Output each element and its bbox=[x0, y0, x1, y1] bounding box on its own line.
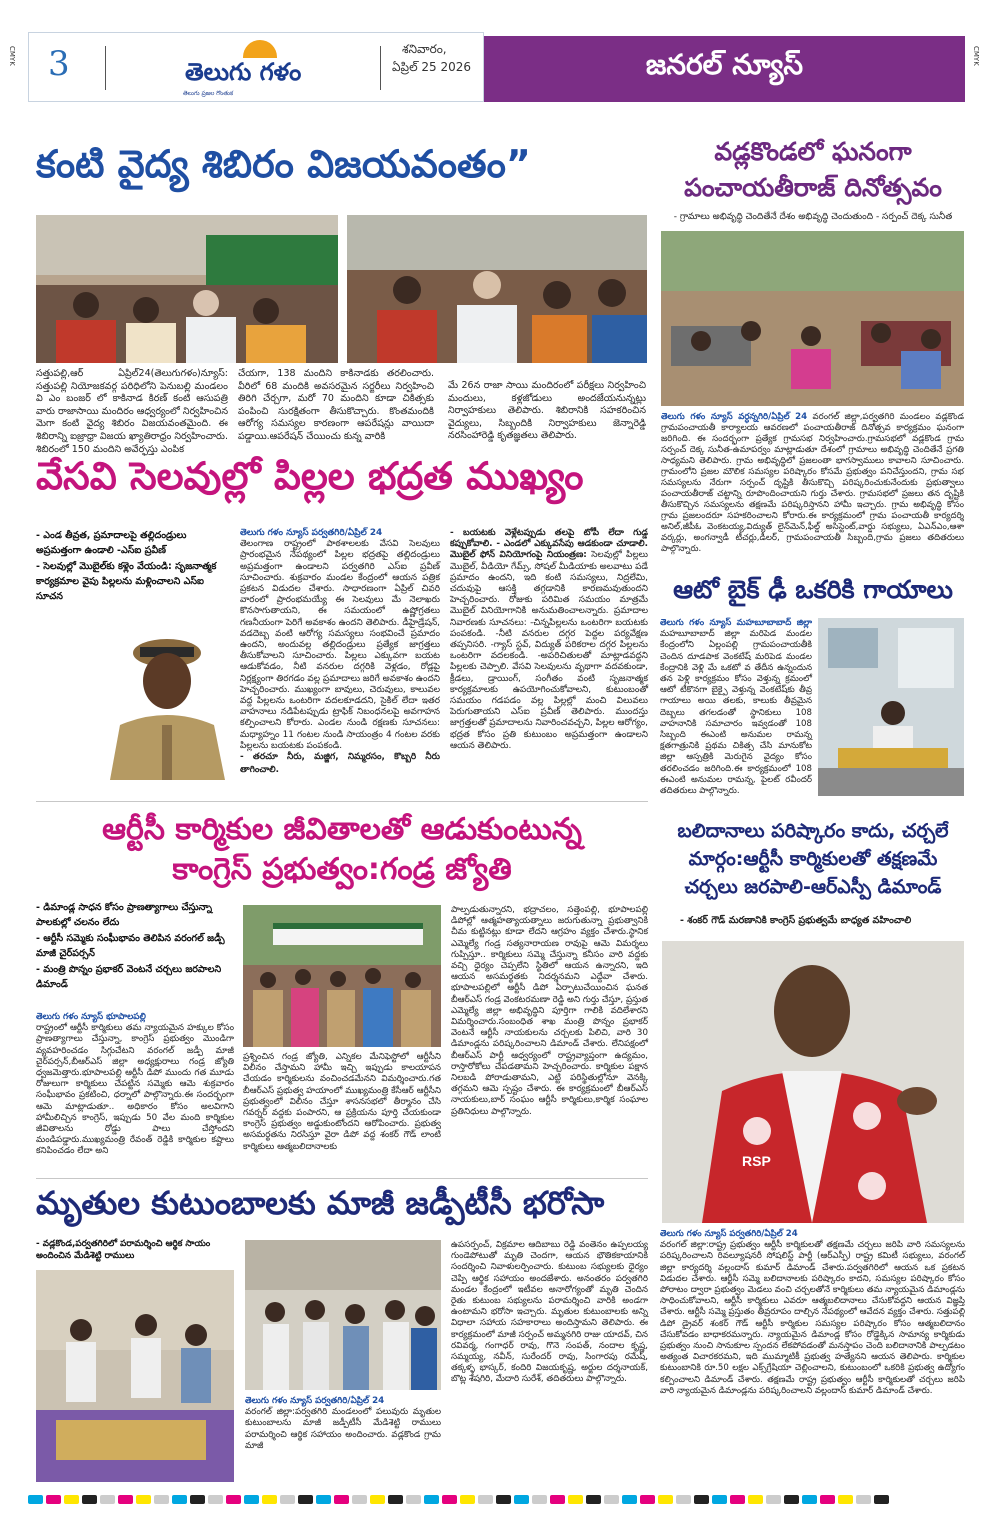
headline-rtc-line2: కాంగ్రెస్ ప్రభుత్వం:గండ్ర జ్యోతి bbox=[172, 852, 512, 887]
masthead-divider bbox=[105, 46, 106, 90]
summer-bullet-1: - ఎండ తీవ్రత, ప్రమాదాలపై తల్లిదండ్రులు అప్రమత్తంగా ఉండాలి -ఎస్ఐ ప్రవీణ్ bbox=[36, 530, 187, 556]
summer-col1-text: తెలంగాణ రాష్ట్రంలో పాఠశాలలకు వేసవి సెలవులు ప్రారంభమైన నేపథ్యంలో పిల్లల భద్రతపై తల్లిదండ్రులు అప్రమత్తంగా ఉండాలని పర్వతగిరి ఎస్ఐ ప్రవీణ్ సూచించారు. శుక్రవారం మండల కేంద్రంలో ఆయన పత్రిక ప్రకటన విడుదల చేశారు. సాధారణంగా ఏప్రిల్ చివరి వారంలో ప్రారంభమయ్యే ఈ సెలవులు మే నెలాఖరు కొనసాగుతాయని, ఈ సమయంలో ఉష్ణోగ్రతలు గణనీయంగా పెరిగే అవకాశం ఉందని తెలిపారు. డీహైడ్రేషన్, వడదెబ్బ వంటి ఆరోగ్య సమస్యలు సంభవించే ప్రమాదం ఉందని, అందువల్ల తల్లిదండ్రులు ప్రత్యేక జాగ్రత్తలు తీసుకోవాలని సూచించారు. పిల్లలు ఎక్కువగా బయట ఆడుకోవడం, నీటి వనరుల దగ్గరికి వెళ్లడం, రోడ్లపై నిర్లక్ష్యంగా తిరగడం వల్ల ప్రమాదాలు జరిగే అవకాశం ఉందని హెచ్చరించారు. ముఖ్యంగా బావులు, చెరువులు, కాలువల వద్ద పిల్లలను ఒంటరిగా వదలకూడదని, సైకిల్ లేదా ఇతర వాహనాలు నడిపేటప్పుడు ట్రాఫిక్ నిబంధనలపై అవగాహన కల్పించాలని కోరారు. ఎండల నుండి రక్షణకు సూచనలు: మధ్యాహ్నం 11 గంటల నుండి సాయంత్రం 4 గంటల వరకు పిల్లలను బయటకు పంపకండి. bbox=[240, 539, 440, 751]
rtc-col2: ప్రశ్నించిన గండ్ర జ్యోతి, ఎన్నికల మేనిఫెస్టోలో ఆర్టీసీని విలీనం చేస్తామని హామీ ఇచ్చి ఇప్పుడు కాలయాపన చేయడం కార్మికులను వంచించడమేనని విమర్శించారు.గత బీఆర్ఎస్ ప్రభుత్వ హయాంలో ముఖ్యమంత్రి కేసీఆర్ ఆర్టీసీని ప్రభుత్వంలో విలీనం చేస్తూ శాసనసభలో తీర్మానం చేసి గవర్నర్ వద్దకు పంపారని, ఆ ప్రక్రియను పూర్తి చేయకుండా కాంగ్రెస్ ప్రభుత్వం అడ్డుకుంటోందని ఆరోపించారు. ప్రభుత్వ అసమర్థతను నిరసిస్తూ వైరా డిపో వద్ద శంకర్ గౌడ్ లాంటి కార్మికులు ఆత్మబలిదానాలకు bbox=[243, 1052, 441, 1152]
issue-day: శనివారం, bbox=[402, 42, 447, 56]
swatch bbox=[856, 1495, 871, 1504]
swatch bbox=[748, 1495, 763, 1504]
zptc-bullet-1: - వడ్లకొండ,పర్వతగిరిలో పరామర్శించి ఆర్థిక సాయం అందించిన మేడిశెట్టి రాములు bbox=[36, 1239, 211, 1261]
photo-ambulance bbox=[818, 618, 964, 796]
rtc-bullets bbox=[36, 900, 234, 993]
summer-col2-text: సెలవుల్లో పిల్లలు మొబైల్, వీడియో గేమ్స్, సోషల్ మీడియాకు అలవాటు పడే ప్రమాదం ఉందని, ఇది కంటి సమస్యలు, నిద్రలేమి, చదువుపై ఆసక్తి తగ్గడానికి కారణమవుతుందని హెచ్చరించారు. రోజుకు పరిమిత సమయం మాత్రమే మొబైల్ వినియోగానికి అనుమతించాలన్నారు. ప్రమాదాల నివారణకు సూచనలు: -చిన్నపిల్లలను ఒంటరిగా బయటకు పంపకండి. -నీటి వనరుల దగ్గర పెద్దల పర్యవేక్షణ తప్పనిసరి. -గ్యాస్ స్టవ్, విద్యుత్ పరికరాల దగ్గర పిల్లలను ఒంటరిగా వదలకండి. -అపరిచితులతో మాట్లాడవద్దని పిల్లలకు చెప్పాలి. వేసవి సెలవులను వృథాగా వదవకుండా, క్రీడలు, డ్రాయింగ్, సంగీతం వంటి సృజనాత్మక కార్యక్రమాలకు ఉపయోగించుకోవాలని, కుటుంబంతో సమయం గడపడం వల్ల పిల్లల్లో మంచి విలువలు పెరుగుతాయని ఎస్ఐ ప్రవీణ్ తెలిపారు. ముందస్తు జాగ్రత్తలతో ప్రమాదాలను నివారించవచ్చని, పిల్లల ఆరోగ్యం, భద్రత కోసం ప్రతి కుటుంబం అప్రమత్తంగా ఉండాలని ఆయన తెలిపారు. bbox=[450, 550, 648, 751]
swatch bbox=[244, 1495, 259, 1504]
swatch bbox=[640, 1495, 655, 1504]
photo-rsp-leader-graphic bbox=[662, 941, 964, 1223]
headline-summer-safety: వేసవి సెలవుల్లో పిల్లల భద్రత ముఖ్యం bbox=[36, 454, 584, 498]
swatch bbox=[586, 1495, 601, 1504]
cmyk-registration-right: CMYK bbox=[972, 46, 980, 66]
swatch bbox=[370, 1495, 385, 1504]
panchayat-dateline: తెలుగు గళం న్యూస్ వర్ధన్నగిరి/ఏప్రిల్ 24 bbox=[661, 412, 808, 422]
swatch bbox=[514, 1495, 529, 1504]
swatch bbox=[46, 1495, 61, 1504]
swatch bbox=[658, 1495, 673, 1504]
summer-col2-head: - బయటకు వెళ్లేటప్పుడు తలపై టోపీ లేదా గుడ్డ కప్పుకోవాలి. - ఎండలో ఎక్కువసేపు ఆడకుండా చూడాలి. మొబైల్ ఫోన్ వినియోగంపై నియంత్రణ: bbox=[450, 528, 648, 561]
swatch bbox=[676, 1495, 691, 1504]
rsp-flag-text: RSP bbox=[742, 1153, 771, 1169]
photo-rtc-protest bbox=[243, 905, 441, 1047]
rsp-body bbox=[660, 1229, 965, 1484]
eye-camp-text-col1: సత్తుపల్లి,ఆర్ ఏప్రిల్24(తెలుగుగళం)న్యూస్: సత్తుపల్లి నియోజకవర్గ పరిధిలోని పెనుబల్లి మండలం వి ఎం బంజర్ లో కాకినాడ కిరణ్ కంటి ఆసుపత్రి వారు రాజాసాయి మందిరం ఆధ్వర్యంలో నిర్వహించిన మెగా కంటి వైద్య శిబిరం విజయవంతమైంది. ఈ శిబిరాన్ని ఐజ్రాధ్రా విజయ ఖ్యాతిరాధ్రం నిర్వహించారు. శిబిరంలో 150 మందిని అవేర్ఫస్తు ఎంపిక bbox=[36, 368, 228, 455]
swatch bbox=[64, 1495, 79, 1504]
headline-accident: ఆటో బైక్ ఢీ ఒకరికి గాయాలు bbox=[673, 575, 953, 604]
photo-si-praveen bbox=[100, 625, 235, 780]
newspaper-logo: తెలుగు గళం bbox=[185, 58, 302, 86]
photo-si-praveen-graphic bbox=[100, 625, 235, 780]
accident-body-text: మహబూబాబాద్ జిల్లా మరిపెడ మండల కేంద్రంలోని ఏల్లంపల్లి గ్రామపంచాయతీకి చెందిన దూడపాక వెంకటేష్ మరిపెడ మండల కేంద్రానికి వెళ్లి మే ఒకటో వ తేదీన ఉన్నందున తన పెళ్లి కార్యక్రమం కోసం వెళ్తున్న క్రమంలో ఆటో టీకొనగా బైక్పై వెళ్తున్న వెంకటేష్‌కు తీవ్ర గాయాలు అయి తలకు, కాలుకు తీవ్రమైన దెబ్బలు తగలడంతో స్థానికులు 108 వాహనానికి సమాచారం ఇవ్వడంతో 108 సిబ్బంది ఈఎంటి అనుమల రామన్న క్షతగాత్రునికి ప్రథమ చికిత్స చేసి మానుకోట జిల్లా ఆస్పత్రికి మెరుగైన వైద్యం కోసం తరలించడం జరిగింది.ఈ కార్యక్రమంలో 108 ఈఎంటి అనుమల రామన్న, పైలట్ రవీందర్ తదితరులు పాల్గొన్నారు. bbox=[660, 629, 812, 797]
headline-rsp-line1: బలిదానాలు పరిష్కారం కాదు, చర్చలే bbox=[677, 820, 949, 842]
logo-tagline: తెలుగు ప్రజల గొంతుక bbox=[183, 90, 234, 97]
zptc-dateline: తెలుగు గళం న్యూస్ పర్వతగిరి/ఏప్రిల్ 24 bbox=[245, 1396, 385, 1406]
swatch bbox=[352, 1495, 367, 1504]
accident-dateline: తెలుగు గళం న్యూస్ మహబూబాబాద్ జిల్లా bbox=[660, 618, 812, 628]
rsp-kicker: - శంకర్ గౌడ్ మరణానికి కాంగ్రెస్ ప్రభుత్వమే బాధ్యత వహించాలి bbox=[680, 915, 912, 926]
rtc-bullet-3: - మంత్రి పొన్నం ప్రభాకర్ వెంటనే చర్చలు జరపాలని డిమాండ్ bbox=[36, 964, 222, 990]
swatch bbox=[334, 1495, 349, 1504]
panchayat-body-text: వరంగల్ జిల్లా,పర్వతగిరి మండలం వడ్లకొండ గ్రామపంచాయతీ కార్యాలయ ఆవరణలో పంచాయతీరాజ్ దినోత్సవ కార్యక్రమం ఘనంగా జరిగింది. ఈ సందర్భంగా ప్రత్యేక గ్రామసభ నిర్వహించారు.గ్రామసభలో వడ్లకొండ గ్రామ సర్పంచ్ దెక్క సునీత-ఉమాపర్వం మాట్లాడుతూ దేశంలో గ్రామాలు అభివృద్ధి చెందితేనే ప్రగతి సాధ్యమని తెలిపారు. గ్రామ అభివృద్ధిలో ప్రజలంతా భాగస్వాములు కావాలని సూచించారు. గ్రామంలోని ప్రజల మౌలిక సమస్యల పరిష్కారం కోసమే ప్రభుత్వం పనిచేస్తుందని, గ్రామ సభ సమస్యలను నేరుగా సర్పంచ్ దృష్టికి తీసుకొచ్చి పరిష్కరించుకునేందుకు ప్రభుత్వాలు పంచాయతీరాజ్ చట్టాన్ని రూపొందించాయని గుర్తు చేశారు. గ్రామసభలో ప్రజలు తన దృష్టికి తీసుకొచ్చిన సమస్యలను తక్షణమే పరిష్కరిస్తానని హామీ ఇచ్చారు. గ్రామ అభివృద్ధి కోసం గ్రామ ప్రజలందరూ సహకరించాలని కోరారు.ఈ కార్యక్రమంలో గ్రామ పంచాయతీ కార్యదర్శి అనిల్,జీపీఓ వెంకటయ్య,విద్యుత్ లైన్‌మెన్,ఫీల్డ్ అసిస్టెంట్,వార్డు సభ్యులు, ఏఎన్ఎం,ఆశా వర్కర్లు, అంగన్వాడీ టీచర్లు,డీలర్, గ్రామపంచాయతీ సిబ్బంది,గ్రామ ప్రజలు తదితరులు పాల్గొన్నారు. bbox=[661, 412, 965, 554]
photo-eye-camp-patients-graphic bbox=[347, 215, 647, 363]
swatch bbox=[424, 1495, 439, 1504]
swatch bbox=[226, 1495, 241, 1504]
swatch bbox=[118, 1495, 133, 1504]
swatch bbox=[784, 1495, 799, 1504]
swatch bbox=[730, 1495, 745, 1504]
photo-gram-sabha-graphic bbox=[661, 231, 964, 406]
swatch bbox=[622, 1495, 637, 1504]
swatch bbox=[874, 1495, 889, 1504]
zptc-col1 bbox=[245, 1396, 441, 1484]
swatch bbox=[100, 1495, 115, 1504]
photo-gram-sabha bbox=[661, 231, 964, 406]
swatch bbox=[28, 1495, 43, 1504]
swatch bbox=[694, 1495, 709, 1504]
swatch bbox=[820, 1495, 835, 1504]
photo-zptc-group-graphic bbox=[245, 1240, 441, 1390]
swatch bbox=[172, 1495, 187, 1504]
swatch bbox=[532, 1495, 547, 1504]
headline-rsp-line2: మార్గం:ఆర్టీసీ కార్మికులతో తక్షణమే bbox=[688, 848, 938, 870]
headline-rtc-line1: ఆర్టీసీ కార్మికుల జీవితాలతో ఆడుకుంటున్న bbox=[102, 812, 582, 847]
headline-rsp-line3: చర్చలు జరపాలి-ఆర్ఎస్పీ డిమాండ్ bbox=[684, 876, 942, 898]
rtc-col1-text: రాష్ట్రంలో ఆర్టీసీ కార్మికులు తమ న్యాయమైన హక్కుల కోసం ప్రాణత్యాగాలు చేస్తున్నా, కాంగ్రెస్ ప్రభుత్వం మొండిగా వ్యవహరించడం సిగ్గుచేటని వరంగల్ జడ్పీ మాజీ చైర్‌పర్సన్,బీఆర్ఎస్ జిల్లా అధ్యక్షురాలు గండ్ర జ్యోతి ధ్వజమెత్తారు.భూపాలపల్లి ఆర్టీసీ డిపో ముందు గత మూడు రోజులుగా కార్మికులు చేపట్టిన సమ్మెకు ఆమె శుక్రవారం సంఘీభావం ప్రకటించి, ధర్నాలో పాల్గొన్నారు.ఈ సందర్భంగా ఆమె మాట్లాడుతూ.. అధికారం కోసం అలవిగాని హామీలిచ్చిన కాంగ్రెస్, ఇప్పుడు 50 వేల మంది కార్మికుల జీవితాలను రోడ్డు పాలు చేస్తోందని మండిపడ్డారు.ముఖ్యమంత్రి రేవంత్ రెడ్డికి కార్మికుల కష్టాలు కనిపించడం లేదా అని bbox=[36, 1023, 234, 1157]
rtc-dateline: తెలుగు గళం న్యూస్ భూపాలపల్లి bbox=[36, 1012, 146, 1022]
masthead-divider bbox=[380, 46, 381, 90]
swatch bbox=[388, 1495, 403, 1504]
swatch bbox=[496, 1495, 511, 1504]
headline-panchayat-line1: వడ్లకొండలో ఘనంగా bbox=[714, 137, 912, 166]
rtc-bullet-1: - డిమాండ్ల సాధన కోసం ప్రాణత్యాగాలు చేస్తున్నా పాలకుల్లో చలనం లేదు bbox=[36, 902, 213, 928]
rsp-dateline: తెలుగు గళం న్యూస్ పర్వతగిరి/ఏప్రిల్ 24 bbox=[660, 1229, 798, 1239]
rsp-body-text: వరంగల్ జిల్లా:రాష్ట్ర ప్రభుత్వం ఆర్టీసీ కార్మికులతో తక్షణమే చర్చలు జరిపి వారి సమస్యలను పరిష్కరించాలని రివల్యూషనరీ సోషలిస్ట్ పార్టీ (ఆర్ఎస్పీ) రాష్ట్ర కమిటీ సభ్యులు, వరంగల్ జిల్లా కార్యదర్శి వల్లందాస్ కుమార్ డిమాండ్ చేశారు.పర్వతగిరిలో ఆయన ఒక ప్రకటన విడుదల చేశారు. ఆర్టీసీ సమ్మె బలిదానాలకు పరిష్కారం కాదని, సమస్యల పరిష్కారం కోసం పోరాటం ద్వారా ప్రభుత్వం మెడలు వంచి చర్చలతోనే కార్మికులు తమ న్యాయమైన డిమాండ్లను సాధించుకోవాలని, ఆర్టీసీ కార్మికులు ఎవరూ ఆత్మబలిదానాలు చేసుకోవద్దని ఆయన విజ్ఞప్తి చేశారు. ఆర్టీసీ సమ్మె ప్రస్తుతం తీవ్రరూపం దాల్చిన నేపథ్యంలో ఆవేదన వ్యక్తం చేశారు. సత్తుపల్లి డిపో డ్రైవర్ శంకర్ గౌడ్ ఆర్టీసీ కార్మికుల సమస్యల పరిష్కారం కోసం ఆత్మబలిదానం చేసుకోవడం బాధాకరమన్నారు. న్యాయమైన డిమాండ్ల కోసం రోడ్డెక్కిన సామాన్య కార్మికుడు ప్రభుత్వం నుంచి సానుకూల స్పందన లేకపోవడంతో మనస్తాపం చెంది బలిదానానికి పాల్పడటం అత్యంత విచారకరమని, ఇది ముమ్మాటికీ ప్రభుత్వ హత్యేనని ఆయన తెలిపారు. కార్మికుల కుటుంబానికి రూ.50 లక్షల ఎక్స్‌గ్రేషియా చెల్లించాలని, కుటుంబంలో ఒకరికి ప్రభుత్వ ఉద్యోగం కల్పించాలని డిమాండ్ చేశారు. తక్షణమే రాష్ట్ర ప్రభుత్వం ఆర్టీసీ కార్మికులతో చర్చలు జరిపి వారి న్యాయమైన డిమాండ్లను పరిష్కరించాలని వల్లందాస్ కుమార్ డిమాండ్ చేశారు. bbox=[660, 1240, 965, 1396]
swatch bbox=[298, 1495, 313, 1504]
swatch bbox=[604, 1495, 619, 1504]
swatch bbox=[766, 1495, 781, 1504]
swatch bbox=[568, 1495, 583, 1504]
rtc-bullet-2: - ఆర్టీసీ సమ్మెకు సంఘీభావం తెలిపిన వరంగల్ జడ్పీ మాజీ చైర్‌పర్సన్ bbox=[36, 933, 225, 959]
panchayat-kicker: - గ్రామాలు అభివృద్ధి చెందితేనే దేశం అభివృద్ధి చెందుతుంది - సర్పంచ్ దెక్క సునీత bbox=[673, 212, 953, 222]
photo-eye-camp-patients bbox=[347, 215, 647, 363]
zptc-col2: ఉపసర్పంచ్, విక్రమాల ఆదిబాబు రెడ్డి వంతెనం ఉప్పలయ్య గుండెపోటుతో మృతి చెందగా, ఆయన భౌతికకాయానికి సందర్శించి నివాళులర్పించారు. కుటుంబ సభ్యులకు ధైర్యం చెప్పి ఆర్థిక సహాయం అందజేశారు. అనంతరం పర్వతగిరి మండల కేంద్రంలో ఇటీవల అనారోగ్యంతో మృతి చెందిన రైతు కుటుంబ సభ్యులను పరామర్శించి వారికి అండగా ఉంటామని భరోసా ఇచ్చారు. మృతుల కుటుంబాలకు అన్ని విధాలా సహాయ సహకారాలు అందిస్తామని తెలిపారు. ఈ కార్యక్రమంలో మాజీ సర్పంచ్ అమ్మనగిరి రాజు యాదవ్, చిన రవివర్మ, గంగాధర్ రావు, గొనె సంపత్, నందాల కృష్ణ, సమ్మయ్య, నవీన్, సురేందర్ రావు, సింగారపు రమేష్, తక్కళ్ళ భాస్కర్, కందిరి విజయకృష్ణ, అర్జుల దర్శనాయక్, బొట్ల శేషగిరి, మేదారి సురేశ్, తదితరులు పాల్గొన్నారు. bbox=[451, 1240, 648, 1385]
zptc-bullets bbox=[36, 1238, 234, 1263]
headline-eye-camp: కంటి వైద్య శిబిరం విజయవంతం” bbox=[36, 142, 531, 186]
swatch bbox=[406, 1495, 421, 1504]
swatch bbox=[478, 1495, 493, 1504]
rtc-col3: పాల్పడుతున్నారని, భద్రాచలం, సత్తెంపల్లి, భూపాలపల్లి డిపోల్లో ఆత్మహత్యాయత్నాలు జరుగుతున్నా ప్రభుత్వానికి చీమ కుట్టినట్లు కూడా లేదని ఆగ్రహం వ్యక్తం చేశారు.స్థానిక ఎమ్మెల్యే గండ్ర సత్యనారాయణ రావుపై ఆమె విమర్శలు గుప్పిస్తూ.. కార్మికులు సమ్మె చేస్తున్నా కనీసం వారి వద్దకు వచ్చి ధైర్యం చెప్పలేని స్థితిలో ఆయన ఉన్నారని, ఇది ఆయన అసమర్థతకు నిదర్శనమని ఎద్దేవా చేశారు. భూపాలపల్లిలో ఆర్టీసీ డిపో ఏర్పాటుచేయించిన ఘనత బీఆర్ఎస్ గండ్ర వెంకటరమణా రెడ్డి అని గుర్తు చేస్తూ, ప్రస్తుత ఎమ్మెల్యే జిల్లా అభివృద్ధిని పూర్తిగా గాలికి వదిలేశారని విమర్శించారు.సంబంధిత శాఖ మంత్రి పొన్నం ప్రభాకర్ వెంటనే ఆర్టీసీ నాయకులను చర్చలకు పిలిచి, వారి 30 డిమాండ్లను పరిష్కరించాలని డిమాండ్ చేశారు. లేనిపక్షంలో బీఆర్ఎస్ పార్టీ ఆధ్వర్యంలో రాష్ట్రవ్యాప్తంగా ఉద్యమం, రాస్తారోకోలు చేపడతామని హెచ్చరించారు. కార్మికుల పక్షాన నిలబడి పోరాడుతామని, ఎట్టి పరిస్థితుల్లోనూ వెనక్కి తగ్గమని ఆమె స్పష్టం చేశారు. ఈ కార్యక్రమంలో బీఆర్ఎస్ నాయకులు,బార్ సంఘం ఆర్టీసీ కార్మికులు,కార్మిక సంఘాల ప్రతినిధులు పాల్గొన్నారు. bbox=[451, 905, 648, 1117]
section-title: జనరల్ న్యూస్ bbox=[645, 48, 804, 81]
photo-ambulance-graphic bbox=[818, 618, 964, 796]
summer-safety-col1 bbox=[240, 528, 440, 750]
swatch bbox=[154, 1495, 169, 1504]
swatch bbox=[442, 1495, 457, 1504]
eye-camp-text-col2: చేయగా, 138 మందిని కాకినాడకు తరలించారు. వీరిలో 68 మందికి అవసరమైన సర్జరీలు నిర్వహించి తిరిగి చేర్చగా, మరో 70 మందిని కూడా చికిత్సకు పంపించి సురక్షితంగా తీసుకొచ్చారు. కొంతమందికి ఆరోగ్య సమస్యల కారణంగా ఆపరేషన్లు వాయిదా పడ్డాయి.ఆపరేషన్ చేయించు కున్న వారికి bbox=[238, 368, 434, 442]
summer-bullet-2: - సెలవుల్లో మొబైల్‌కు కళ్లెం వేయండి: సృజనాత్మక కార్యక్రమాల వైపు పిల్లలను మళ్లించాలని ఎస్ఐ సూచన bbox=[36, 561, 217, 602]
headline-panchayat-line2: పంచాయతీరాజ్ దినోత్సవం bbox=[684, 173, 942, 202]
divider bbox=[36, 801, 648, 802]
swatch bbox=[280, 1495, 295, 1504]
cmyk-registration-left: CMYK bbox=[8, 46, 16, 66]
summer-safety-bullets bbox=[36, 528, 234, 605]
swatch bbox=[190, 1495, 205, 1504]
swatch bbox=[208, 1495, 223, 1504]
accident-body bbox=[660, 618, 812, 810]
divider bbox=[36, 1178, 648, 1179]
eye-camp-text-col3: మే 26న రాజా సాయి మందిరంలో పరీక్షలు నిర్వహించి మందులు, కళ్లజోడులు అందజేయనున్నట్లు నిర్వాహకులు తెలిపారు. శిబిరానికి సహకరించిన వైద్యులు, సిబ్బందికి నిర్వాహకులు జెన్నారెడ్డి నరసింహారెడ్డి కృతజ్ఞతలు తెలిపారు. bbox=[448, 380, 646, 442]
photo-zptc-visit bbox=[36, 1270, 234, 1482]
summer-dateline: తెలుగు గళం న్యూస్ పర్వతగిరి/ఏప్రిల్ 24 bbox=[240, 528, 383, 538]
zptc-col1-text: వరంగల్ జిల్లా:పర్వతగిరి మండలంలో పలువురు మృతుల కుటుంబాలను మాజీ జడ్పీటీసీ మేడిశెట్టి రాములు పరామర్శించి ఆర్థిక సహాయం అందించారు. వడ్లకొండ గ్రామ మాజీ bbox=[245, 1407, 441, 1451]
swatch bbox=[460, 1495, 475, 1504]
swatch bbox=[802, 1495, 817, 1504]
issue-date: ఏప్రిల్ 25 2026 bbox=[392, 60, 472, 74]
photo-zptc-visit-graphic bbox=[36, 1270, 234, 1482]
page-number: 3 bbox=[48, 44, 70, 84]
swatch bbox=[82, 1495, 97, 1504]
rtc-col1 bbox=[36, 1012, 234, 1172]
panchayat-body bbox=[661, 412, 964, 562]
photo-rtc-protest-graphic bbox=[243, 905, 441, 1047]
headline-zptc: మృతుల కుటుంబాలకు మాజీ జడ్పీటీసీ భరోసా bbox=[36, 1184, 605, 1222]
swatch bbox=[316, 1495, 331, 1504]
summer-col1-end: - తరచూ నీరు, మజ్జిగ, నిమ్మరసం, కొబ్బరి నీరు తాగించాలి. bbox=[240, 752, 440, 775]
summer-safety-col2 bbox=[450, 528, 648, 764]
photo-zptc-group bbox=[245, 1240, 441, 1390]
swatch bbox=[262, 1495, 277, 1504]
color-registration-strip bbox=[28, 1489, 958, 1498]
swatch bbox=[712, 1495, 727, 1504]
swatch bbox=[136, 1495, 151, 1504]
photo-rsp-leader bbox=[662, 941, 964, 1223]
photo-eye-camp-crowd bbox=[36, 215, 338, 363]
photo-eye-camp-crowd-graphic bbox=[36, 215, 338, 363]
swatch bbox=[550, 1495, 565, 1504]
swatch bbox=[838, 1495, 853, 1504]
